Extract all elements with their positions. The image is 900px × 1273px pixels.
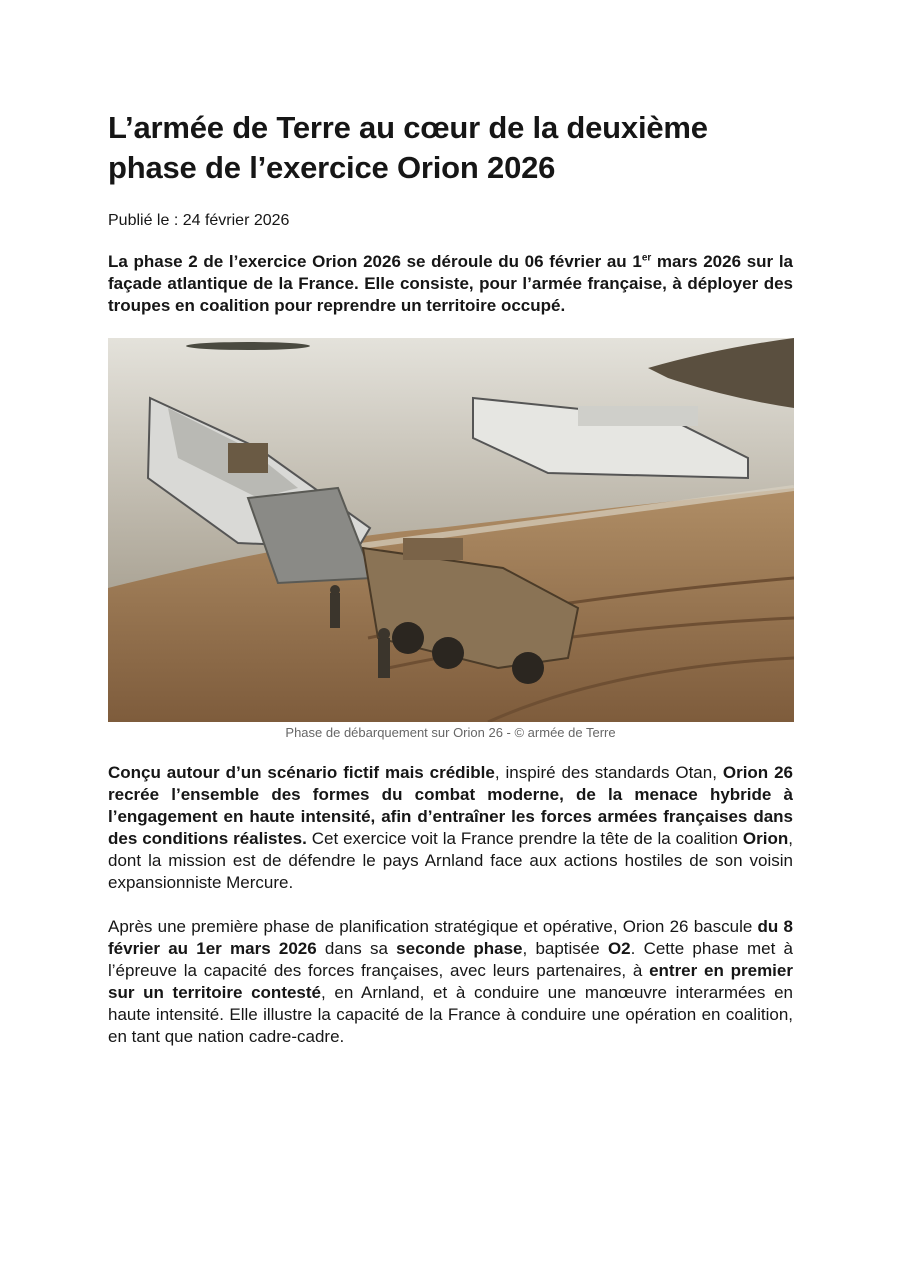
paragraph1-text-1: , inspiré des standards Otan,	[494, 763, 723, 782]
body-paragraph-2	[108, 916, 793, 1048]
publication-date: Publié le : 24 février 2026	[108, 212, 290, 229]
body-paragraph-1	[108, 762, 793, 894]
article	[108, 108, 793, 1065]
paragraph1-text-2: Cet exercice voit la France prendre la tête de la coalition	[306, 829, 743, 848]
lead-text-1: La phase 2 de l’exercice Orion 2026 se déroule du 06 février au 1	[108, 252, 642, 271]
article-lead	[108, 251, 793, 317]
paragraph1-bold-2: Orion 26 recrée l’ensemble des formes du combat moderne, de la menace hybride à l’engagement en haute intensité, afin d’entraîner les forces armées françaises dans des conditions réalistes.	[108, 763, 794, 848]
paragraph2-text-3: , baptisée	[522, 939, 608, 958]
paragraph2-text-5: , en Arnland, et à conduire une manœuvre interarmées en haute intensité. Elle illustre la capacité de la France à conduire une opération en coalition, en tant que nation cadre-cadre.	[108, 983, 793, 1046]
image-caption: Phase de débarquement sur Orion 26 - © armée de Terre	[285, 725, 616, 740]
paragraph2-bold-4: entrer en premier sur un territoire contesté	[108, 961, 793, 1002]
paragraph1-bold-3: Orion	[742, 829, 789, 848]
paragraph2-text-4: . Cette phase met à l’épreuve la capacité des forces françaises, avec leurs partenaires, à	[108, 939, 793, 980]
lead-superscript: er	[641, 252, 652, 264]
paragraph1-text-3: , dont la mission est de défendre le pays Arnland face aux actions hostiles de son voisin expansionniste Mercure.	[108, 829, 793, 892]
paragraph2-text-2: dans sa	[316, 939, 397, 958]
paragraph1-bold-1: Conçu autour d’un scénario fictif mais crédible	[108, 763, 495, 782]
paragraph2-bold-1: du 8 février au 1er mars 2026	[108, 917, 793, 958]
article-title: L’armée de Terre au cœur de la deuxième phase de l’exercice Orion 2026	[108, 110, 708, 185]
paragraph2-bold-2: seconde phase	[396, 939, 523, 958]
paragraph2-text-1: Après une première phase de planification stratégique et opérative, Orion 26 bascule	[108, 917, 758, 936]
landing-photo	[108, 338, 794, 722]
lead-text-2: mars 2026 sur la façade atlantique de la France. Elle consiste, pour l’armée française, à déployer des troupes en coalition pour reprendre un territoire occupé.	[108, 252, 794, 315]
paragraph2-bold-3: O2	[607, 939, 631, 958]
